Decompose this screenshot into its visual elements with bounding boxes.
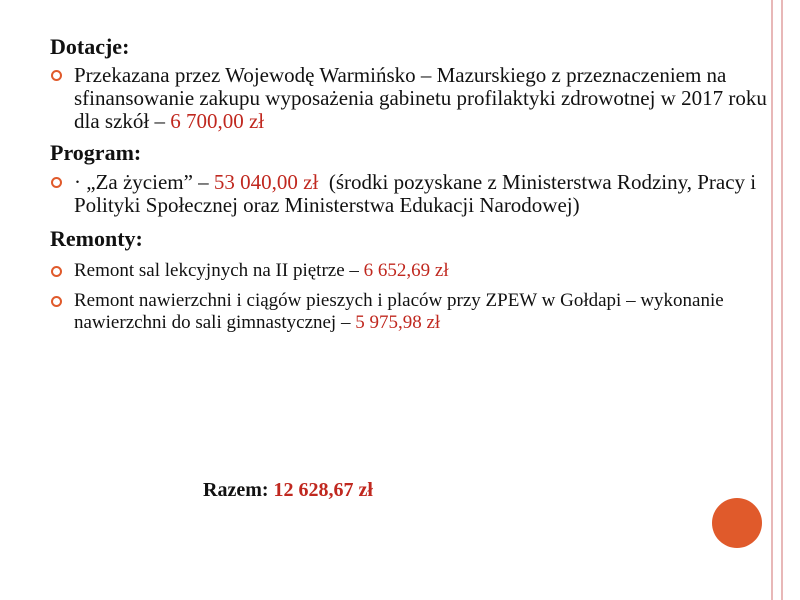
bullet-icon (51, 266, 62, 277)
remont1-value: 6 652,69 zł (363, 260, 449, 281)
remont1-text: Remont sal lekcyjnych na II piętrze – (74, 260, 364, 281)
slide-content (50, 34, 770, 334)
list-item-program (50, 171, 770, 217)
total-line (203, 478, 373, 502)
bullet-icon (51, 296, 62, 307)
program-prefix: · „Za życiem” – (74, 170, 214, 194)
program-suffix: (środki pozyskane z Ministerstwa Rodziny, Pracy i Polityki Społecznej oraz Ministerstwa Edukacji Narodowej) (74, 170, 762, 217)
bullet-icon (51, 70, 62, 81)
total-label: Razem: (203, 479, 274, 501)
remont2-text: Remont nawierzchni i ciągów pieszych i placów przy ZPEW w Gołdapi – wykonanie nawierzchni do sali gimnastycznej – (74, 290, 724, 333)
heading-dotacje: Dotacje: (50, 34, 130, 59)
dotacje-value: 6 700,00 zł (170, 109, 265, 133)
border-line-left (771, 0, 773, 600)
heading-program: Program: (50, 140, 142, 165)
dotacje-text: Przekazana przez Wojewodę Warmińsko – Mazurskiego z przeznaczeniem na sfinansowanie zakupu wyposażenia gabinetu profilaktyki zdrowotnej w 2017 roku dla szkół – (74, 63, 767, 133)
border-line-right (781, 0, 783, 600)
list-item-remont-sal (50, 260, 770, 282)
list-item-dotacje (50, 64, 770, 133)
list-item-remont-nawierzchni (50, 290, 770, 334)
heading-remonty: Remonty: (50, 226, 143, 251)
total-value: 12 628,67 zł (273, 479, 373, 501)
decorative-circle (712, 498, 762, 548)
remont2-value: 5 975,98 zł (355, 312, 441, 333)
bullet-icon (51, 177, 62, 188)
program-value: 53 040,00 zł (213, 170, 319, 194)
